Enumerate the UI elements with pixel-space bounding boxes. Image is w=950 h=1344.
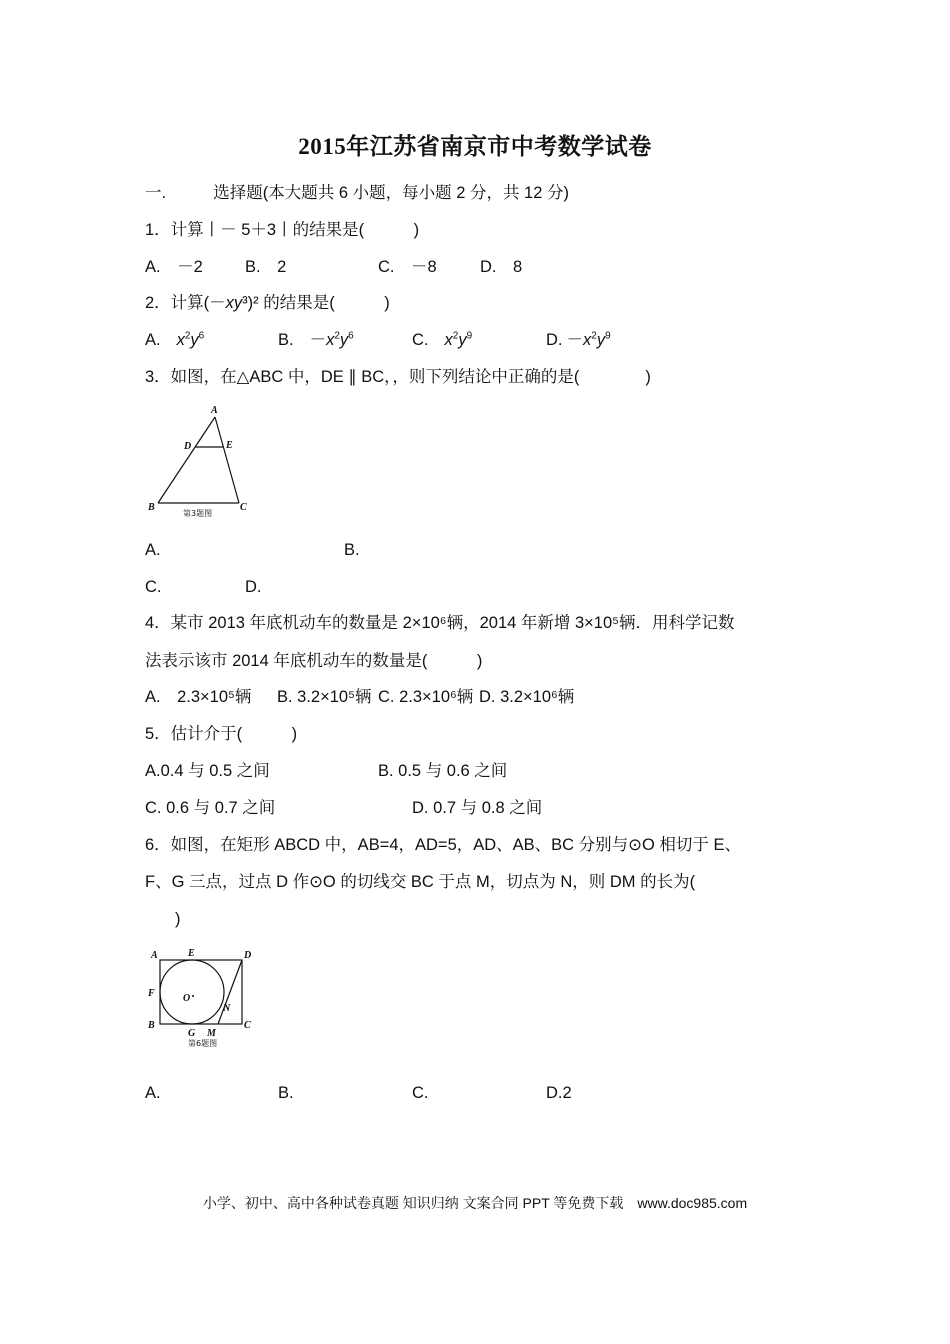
section-header	[145, 183, 569, 203]
q4-option-d: D. 3.2×10⁶辆	[479, 688, 575, 706]
side-ac	[215, 417, 239, 503]
label-f: F	[148, 988, 155, 999]
label-c: C	[240, 502, 247, 513]
q1-option-d: D. 8	[480, 258, 523, 276]
q2-option-c: C. $x^2y^9$	[412, 330, 473, 349]
q5-stem: 5．估计介于( )	[145, 725, 298, 743]
q5-option-d: D. 0.7 与 0.8 之间	[412, 799, 543, 817]
label-e: E	[226, 440, 233, 451]
center-o-dot	[192, 995, 194, 997]
page-title: 2015年江苏省南京市中考数学试卷	[298, 134, 652, 159]
figure-caption: 第3题图	[183, 509, 213, 518]
label-o: O	[183, 993, 191, 1004]
q6-option-d: D.2	[546, 1084, 572, 1102]
label-b: B	[148, 1020, 155, 1031]
q4-option-a: A. 2.3×10⁵辆	[145, 688, 252, 706]
q3-option-d: D.	[245, 578, 262, 596]
label-n: N	[223, 1003, 231, 1014]
q1-option-c: C. －8	[378, 258, 437, 276]
q5-option-c: C. 0.6 与 0.7 之间	[145, 799, 276, 817]
q6-rectangle-circle-figure	[143, 944, 261, 1050]
label-d: D	[184, 441, 192, 452]
q3-option-c: C.	[145, 578, 162, 596]
label-e: E	[188, 948, 195, 959]
q3-option-b: B.	[344, 541, 360, 559]
q3-triangle-figure	[143, 402, 253, 520]
label-a: A	[211, 405, 218, 416]
q6-stem-line2: F、G 三点，过点 D 作⊙O 的切线交 BC 于点 M，切点为 N，则 DM 的长为(	[145, 873, 696, 891]
figure-caption: 第6题图	[188, 1039, 218, 1048]
label-d: D	[244, 950, 252, 961]
label-m: M	[207, 1028, 216, 1039]
q1-option-a: A. －2	[145, 258, 203, 276]
q2-option-b: B. $-x^2y^6$	[278, 330, 354, 349]
q4-option-b: B. 3.2×10⁵辆	[277, 688, 372, 706]
section-text: 选择题(本大题共 6 小题，每小题 2 分，共 12 分)	[213, 184, 569, 202]
q2-stem: 2．计算(－xy³)² 的结果是( )	[145, 294, 390, 312]
q4-option-c: C. 2.3×10⁶辆	[378, 688, 474, 706]
footer-download-text: 小学、初中、高中各种试卷真题 知识归纳 文案合同 PPT 等免费下载 www.doc985.com	[202, 1195, 748, 1211]
q1-stem: 1．计算丨－ 5＋3丨的结果是( )	[145, 221, 420, 239]
q4-stem-line1: 4．某市 2013 年底机动车的数量是 2×10⁶辆，2014 年新增 3×10⁵辆．用科学记数	[145, 614, 735, 632]
circle-o	[160, 960, 224, 1024]
side-ab	[158, 417, 215, 503]
q4-stem-line2: 法表示该市 2014 年底机动车的数量是( )	[145, 652, 483, 670]
label-a: A	[151, 950, 158, 961]
q2-option-a: A. $x^2y^6$	[145, 330, 205, 349]
label-c: C	[244, 1020, 251, 1031]
label-g: G	[188, 1028, 196, 1039]
q6-stem-line3: )	[175, 910, 181, 928]
q6-stem-line1: 6．如图，在矩形 ABCD 中，AB=4，AD=5，AD、AB、BC 分别与⊙O 相切于 E、	[145, 836, 742, 854]
q6-option-a: A.	[145, 1084, 161, 1102]
tangent-dm	[218, 960, 242, 1024]
q2-option-d: D. $-x^2y^9$	[546, 330, 611, 349]
label-b: B	[148, 502, 155, 513]
q5-option-b: B. 0.5 与 0.6 之间	[378, 762, 508, 780]
q3-option-a: A.	[145, 541, 161, 559]
q6-option-c: C.	[412, 1084, 429, 1102]
q5-option-a: A.0.4 与 0.5 之间	[145, 762, 270, 780]
q3-stem: 3．如图，在△ABC 中，DE ∥ BC，，则下列结论中正确的是( )	[145, 368, 651, 386]
q6-option-b: B.	[278, 1084, 294, 1102]
q1-option-b: B. 2	[245, 258, 287, 276]
section-number: 一.	[145, 184, 167, 202]
